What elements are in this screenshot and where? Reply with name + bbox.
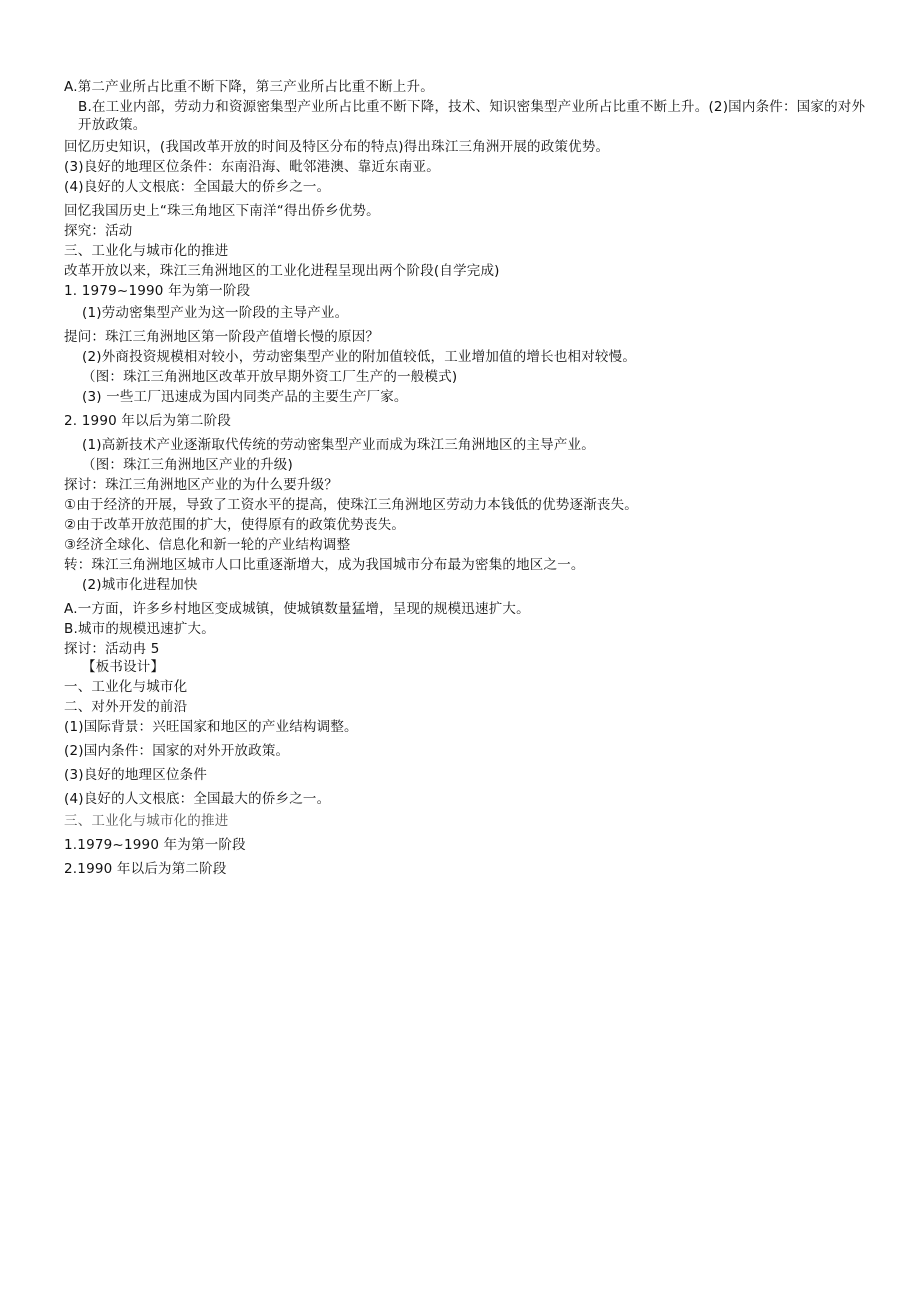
text-line: 探讨：珠江三角洲地区产业的为什么要升级？ — [64, 477, 338, 493]
text-line: 一、工业化与城市化 — [64, 679, 188, 695]
text-line: ③经济全球化、信息化和新一轮的产业结构调整 — [64, 537, 351, 553]
text-line: (2)城市化进程加快 — [82, 577, 198, 593]
text-line: (1)国际背景：兴旺国家和地区的产业结构调整。 — [64, 719, 358, 735]
text-line: 改革开放以来，珠江三角洲地区的工业化进程呈现出两个阶段(自学完成) — [64, 263, 500, 279]
list-item: 1.1979~1990 年为第一阶段 — [64, 837, 246, 853]
figure-caption: （图：珠江三角洲地区产业的升级) — [82, 457, 293, 473]
section-heading: 三、工业化与城市化的推进 — [64, 813, 229, 829]
list-item: 2.1990 年以后为第二阶段 — [64, 861, 227, 877]
text-line: (3) 一些工厂迅速成为国内同类产品的主要生产厂家。 — [82, 389, 408, 405]
text-line: A.第二产业所占比重不断下降，第三产业所占比重不断上升。 — [64, 79, 434, 95]
section-heading: 三、工业化与城市化的推进 — [64, 243, 229, 259]
text-line: (2)外商投资规模相对较小，劳动密集型产业的附加值较低，工业增加值的增长也相对较慢。 — [82, 349, 637, 365]
figure-caption: （图：珠江三角洲地区改革开放早期外资工厂生产的一般模式) — [82, 369, 458, 385]
text-line: (4)良好的人文根底：全国最大的侨乡之一。 — [64, 179, 331, 195]
text-line: (1)高新技术产业逐渐取代传统的劳动密集型产业而成为珠江三角洲地区的主导产业。 — [82, 437, 595, 453]
text-line: (4)良好的人文根底：全国最大的侨乡之一。 — [64, 791, 331, 807]
text-line: A.一方面，许多乡村地区变成城镇，使城镇数量猛增，呈现的规模迅速扩大。 — [64, 601, 530, 617]
text-line: B.城市的规模迅速扩大。 — [64, 621, 215, 637]
text-line: (3)良好的地理区位条件 — [64, 767, 208, 783]
text-line: (1)劳动密集型产业为这一阶段的主导产业。 — [82, 305, 349, 321]
text-line: B.在工业内部，劳动力和资源密集型产业所占比重不断下降，技术、知识密集型产业所占比重不断上升。(2)国内条件：国家的对外开放政策。 — [78, 99, 866, 133]
list-item: 2. 1990 年以后为第二阶段 — [64, 413, 232, 429]
text-line: (2)国内条件：国家的对外开放政策。 — [64, 743, 290, 759]
text-line: 探究：活动 — [64, 223, 133, 239]
text-line: ②由于改革开放范围的扩大，使得原有的政策优势丧失。 — [64, 517, 406, 533]
text-line: 二、对外开发的前沿 — [64, 699, 188, 715]
text-line: 回忆我国历史上“珠三角地区下南洋“得出侨乡优势。 — [64, 203, 380, 219]
text-line: 回忆历史知识，(我国改革开放的时间及特区分布的特点)得出珠江三角洲开展的政策优势。 — [64, 139, 610, 155]
text-line: 探讨：活动冉 5 — [64, 641, 160, 657]
list-item: 1. 1979~1990 年为第一阶段 — [64, 283, 251, 299]
text-line: 提问：珠江三角洲地区第一阶段产值增长慢的原因？ — [64, 329, 380, 345]
text-line: (3)良好的地理区位条件：东南沿海、毗邻港澳、靠近东南亚。 — [64, 159, 440, 175]
section-heading: 【板书设计】 — [82, 659, 165, 675]
text-line: ①由于经济的开展，导致了工资水平的提高，使珠江三角洲地区劳动力本钱低的优势逐渐丧失。 — [64, 497, 639, 513]
text-line: 转：珠江三角洲地区城市人口比重逐渐增大，成为我国城市分布最为密集的地区之一。 — [64, 557, 585, 573]
